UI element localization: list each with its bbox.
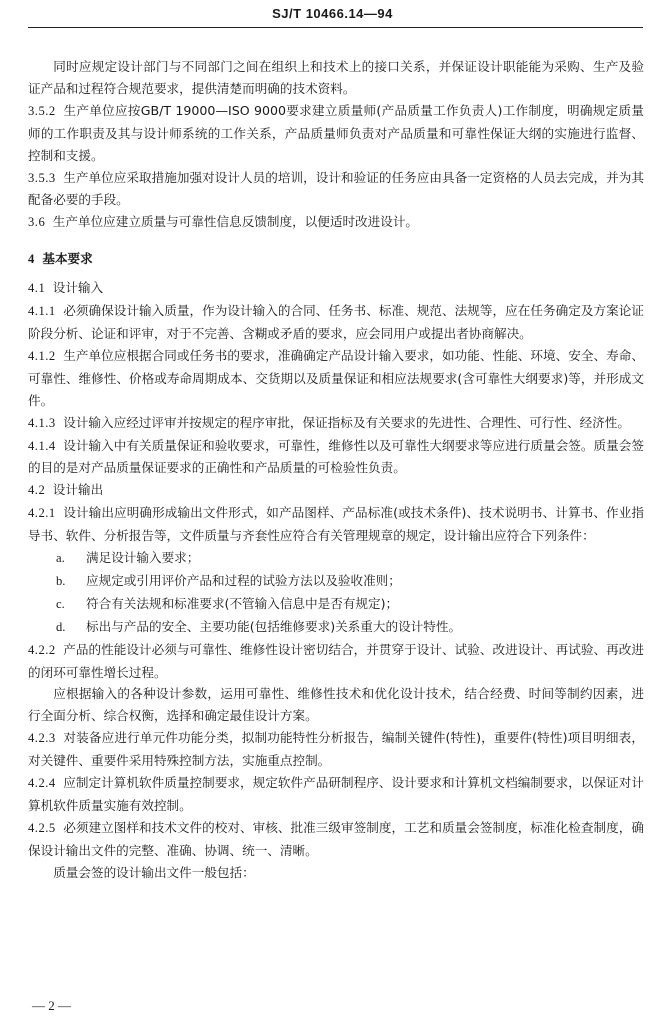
clause-3-5-3: 3.5.3 生产单位应采取措施加强对设计人员的培训，设计和验证的任务应由具备一定资格的人员去完成，并为其配备必要的手段。 [28, 169, 644, 208]
page-number: — 2 — [32, 998, 71, 1013]
clause-3-6: 3.6 生产单位应建立质量与可靠性信息反馈制度，以便适时改进设计。 [28, 214, 419, 230]
list-item: d. 标出与产品的安全、主要功能(包括维修要求)关系重大的设计特性。 [56, 618, 462, 634]
standard-code-header: SJ/T 10466.14—94 [272, 6, 393, 21]
clause-4-2-1: 4.2.1 设计输出应明确形成输出文件形式，如产品图样、产品标准(或技术条件)、技术说明书、计算书、作业指导书、软件、分析报告等，文件质量与齐套性应符合有关管理规章的规定，设计输出应符合下列条件： [28, 505, 644, 544]
paragraph-quality-signoff: 质量会签的设计输出文件一般包括： [53, 864, 255, 880]
clause-4-2-5: 4.2.5 必须建立图样和技术文件的校对、审核、批准三级审签制度，工艺和质量会签制度，标准化检查制度，确保设计输出文件的完整、准确、协调、统一、清晰。 [28, 819, 644, 858]
section-4-2-heading: 4.2 设计输出 [28, 482, 104, 498]
clause-4-1-1: 4.1.1 必须确保设计输入质量，作为设计输入的合同、任务书、标准、规范、法规等，应在任务确定及方案论证阶段分析、论证和评审，对于不完善、含糊或矛盾的要求，应会同用户或提出者协商解决。 [28, 303, 644, 341]
document-body [28, 56, 644, 884]
list-item: c. 符合有关法规和标准要求(不管输入信息中是否有规定)； [56, 595, 399, 611]
list-item: b. 应规定或引用评价产品和过程的试验方法以及验收准则； [56, 572, 401, 588]
header-rule [28, 27, 643, 28]
paragraph-design-parameters: 应根据输入的各种设计参数，运用可靠性、维修性技术和优化设计技术，结合经费、时间等制约因素，进行全面分析、综合权衡，选择和确定最佳设计方案。 [28, 686, 644, 724]
list-item: a. 满足设计输入要求； [56, 550, 200, 566]
clause-4-1-2: 4.1.2 生产单位应根据合同或任务书的要求，准确确定产品设计输入要求，如功能、性能、环境、安全、寿命、可靠性、维修性、价格或寿命周期成本、交货期以及质量保证和相应法规要求(含可靠性大纲要求)等，并形成文件。 [28, 347, 644, 408]
section-4-heading: 4 基本要求 [28, 251, 93, 267]
clause-4-2-2: 4.2.2 产品的性能设计必须与可靠性、维修性设计密切结合，并贯穿于设计、试验、改进设计、再试验、再改进的闭环可靠性增长过程。 [28, 641, 644, 680]
clause-3-5-2: 3.5.2 生产单位应按GB/T 19000—ISO 9000要求建立质量师(产品质量工作负责人)工作制度，明确规定质量师的工作职责及其与设计师系统的工作关系，产品质量师负责对产品质量和可靠性保证大纲的实施进行监督、控制和支援。 [28, 102, 644, 163]
conditions-list [28, 547, 644, 639]
clause-4-2-4: 4.2.4 应制定计算机软件质量控制要求，规定软件产品研制程序、设计要求和计算机文档编制要求，以保证对计算机软件质量实施有效控制。 [28, 775, 644, 813]
paragraph-intro: 同时应规定设计部门与不同部门之间在组织上和技术上的接口关系，并保证设计职能能为采购、生产及验证产品和过程符合规范要求，提供清楚而明确的技术资料。 [28, 59, 644, 96]
section-4-1-heading: 4.1 设计输入 [28, 280, 104, 296]
clause-4-2-3: 4.2.3 对装备应进行单元件功能分类，拟制功能特性分析报告，编制关键件(特性)，重要件(特性)项目明细表，对关键件、重要件采用特殊控制方法，实施重点控制。 [28, 730, 644, 769]
clause-4-1-4: 4.1.4 设计输入中有关质量保证和验收要求，可靠性，维修性以及可靠性大纲要求等应进行质量会签。质量会签的目的是对产品质量保证要求的正确性和产品质量的可检验性负责。 [28, 437, 644, 476]
clause-4-1-3: 4.1.3 设计输入应经过评审并按规定的程序审批，保证指标及有关要求的先进性、合理性、可行性、经济性。 [28, 414, 630, 430]
